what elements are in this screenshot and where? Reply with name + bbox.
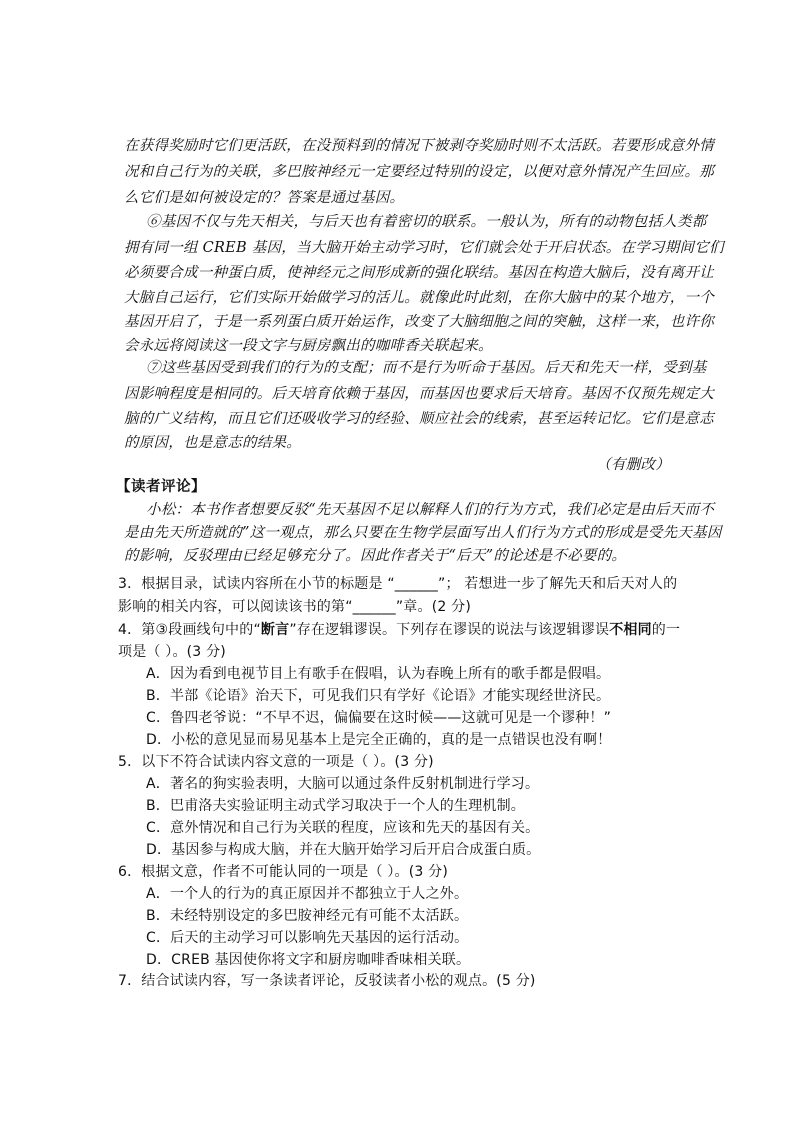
option-a: A．著名的狗实验表明，大脑可以通过条件反射机制进行学习。 <box>146 776 540 792</box>
option-c: C．鲁四老爷说：“不早不迟，偏偏要在这时候——这就可见是一个谬种！” <box>146 710 612 726</box>
passage-line: 况和自己行为的关联，多巴胺神经元一定要经过特别的设定，以便对意外情况产生回应。那 <box>124 164 714 180</box>
question-3-line: 3．根据目录，试读内容所在小节的标题是 “______”； 若想进一步了解先天和后天对人的 <box>118 576 678 592</box>
question-3-line: 影响的相关内容，可以阅读该书的第“______”章。(2 分) <box>118 599 471 615</box>
q4-text: 的一 <box>651 622 681 638</box>
review-heading: 【读者评论】 <box>116 478 206 495</box>
option-a: A．一个人的行为的真正原因并不都独立于人之外。 <box>146 886 469 902</box>
option-c: C．后天的主动学习可以影响先天基因的运行活动。 <box>146 930 469 946</box>
passage-line: 拥有同一组 CREB 基因，当大脑开始主动学习时，它们就会处于开启状态。在学习期间它们 <box>124 240 724 256</box>
passage-line: 会永远将阅读这一段文字与厨房飘出的咖啡香关联起来。 <box>124 338 493 354</box>
review-line: 的影响，反驳理由已经足够充分了。因此作者关于“后天”的论述是不必要的。 <box>124 548 627 564</box>
option-b: B．未经特别设定的多巴胺神经元有可能不太活跃。 <box>146 908 469 924</box>
option-d: D．小松的意见显而易见基本上是完全正确的，真的是一点错误也没有啊！ <box>146 732 612 748</box>
q4-text: 4．第③段画线句中的“ <box>118 622 261 638</box>
option-d: D．基因参与构成大脑，并在大脑开始学习后开启合成蛋白质。 <box>146 842 541 858</box>
passage-line: 在获得奖励时它们更活跃，在没预料到的情况下被剥夺奖励时则不太活跃。若要形成意外情 <box>124 138 714 154</box>
option-a: A．因为看到电视节目上有歌手在假唱，认为春晚上所有的歌手都是假唱。 <box>146 666 611 682</box>
passage-line: 必须要合成一种蛋白质，使神经元之间形成新的强化联结。基因在构造大脑后，没有离开让 <box>124 265 714 281</box>
question-4-line: 项是（ ）。(3 分) <box>118 644 226 660</box>
option-b: B．巴甫洛夫实验证明主动式学习取决于一个人的生理机制。 <box>146 798 526 814</box>
question-6-stem: 6．根据文意，作者不可能认同的一项是（ ）。(3 分) <box>118 864 449 880</box>
passage-line: 脑的广义结构，而且它们还吸收学习的经验、顺应社会的线索，甚至运转记忆。它们是意志 <box>124 411 714 427</box>
q4-bold-term: 断言 <box>260 622 290 638</box>
review-line: 是由先天所造就的”这一观点，那么只要在生物学层面写出人们行为方式的形成是受先天基因 <box>124 525 722 541</box>
q4-bold-term: 不相同 <box>609 622 652 638</box>
passage-line: 基因开启了，于是一系列蛋白质开始运作，改变了大脑细胞之间的突触，这样一来，也许你 <box>124 314 714 330</box>
passage-line: 的原因，也是意志的结果。 <box>124 435 301 451</box>
question-7-stem: 7．结合试读内容，写一条读者评论，反驳读者小松的观点。(5 分) <box>118 973 536 989</box>
passage-line: ⑦这些基因受到我们的行为的支配；而不是行为听命于基因。后天和先天一样，受到基 <box>146 360 707 376</box>
passage-line: ⑥基因不仅与先天相关，与后天也有着密切的联系。一般认为，所有的动物包括人类都 <box>146 214 707 230</box>
passage-line: 因影响程度是相同的。后天培育依赖于基因，而基因也要求后天培育。基因不仅预先规定大 <box>124 386 714 402</box>
q4-text: ”存在逻辑谬误。下列存在谬误的说法与该逻辑谬误 <box>289 622 610 638</box>
review-line: 小松：本书作者想要反驳“先天基因不足以解释人们的行为方式，我们必定是由后天而不 <box>146 502 715 518</box>
option-d: D．CREB 基因使你将文字和厨房咖啡香味相关联。 <box>146 952 471 968</box>
option-b: B．半部《论语》治天下，可见我们只有学好《论语》才能实现经世济民。 <box>146 688 611 704</box>
passage-line: 大脑自己运行，它们实际开始做学习的活儿。就像此时此刻，在你大脑中的某个地方，一个 <box>124 290 714 306</box>
question-4-stem <box>118 620 680 640</box>
option-c: C．意外情况和自己行为关联的程度，应该和先天的基因有关。 <box>146 820 540 836</box>
passage-line: 么它们是如何被设定的？答案是通过基因。 <box>124 190 405 206</box>
question-5-stem: 5．以下不符合试读内容文意的一项是（ ）。(3 分) <box>118 754 434 770</box>
source-note: （有删改） <box>596 457 670 473</box>
